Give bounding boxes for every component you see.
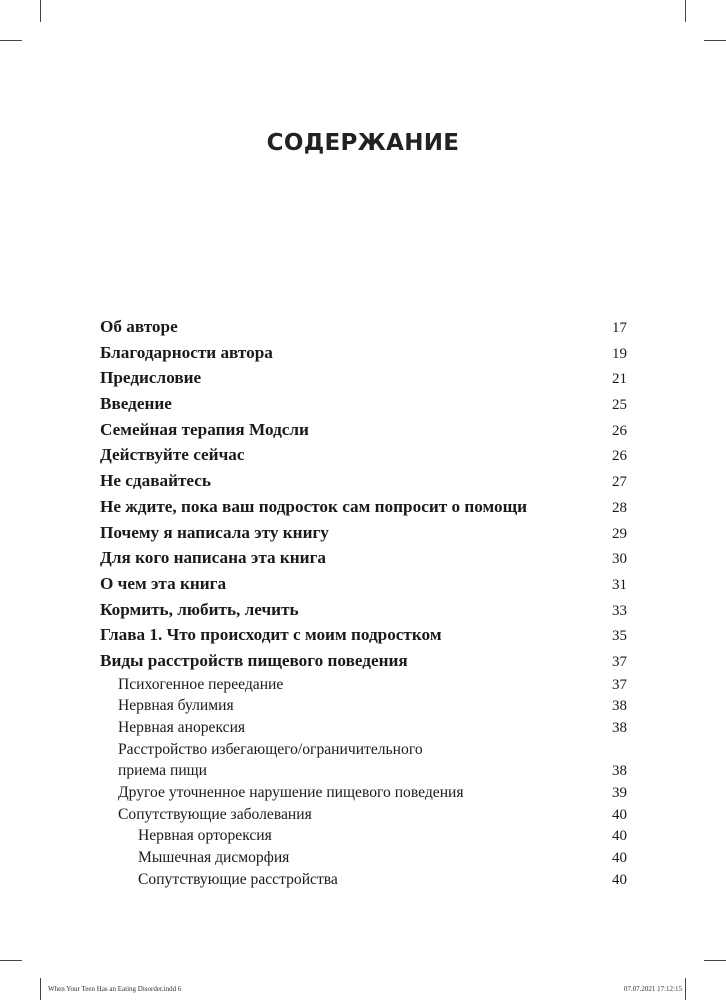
toc-entry bbox=[100, 545, 627, 571]
footer-timestamp: 07.07.2021 17:12:15 bbox=[623, 985, 682, 993]
toc-entry bbox=[100, 674, 627, 696]
toc-entry-page: 29 bbox=[612, 525, 627, 542]
toc-entry bbox=[100, 494, 627, 520]
toc-entry-page: 30 bbox=[612, 551, 627, 568]
toc-entry-page: 19 bbox=[612, 345, 627, 362]
table-of-contents bbox=[100, 314, 627, 891]
toc-entry-page: 39 bbox=[612, 785, 627, 802]
toc-entry-title: Почему я написала эту книгу bbox=[100, 522, 329, 542]
toc-entry-page: 40 bbox=[612, 828, 627, 845]
toc-entry-page: 38 bbox=[612, 763, 627, 780]
toc-entry bbox=[100, 695, 627, 717]
crop-mark bbox=[704, 40, 726, 41]
toc-entry-title: Виды расстройств пищевого поведения bbox=[100, 650, 408, 670]
toc-entry bbox=[100, 622, 627, 648]
toc-entry bbox=[100, 717, 627, 739]
toc-entry-title: Кормить, любить, лечить bbox=[100, 599, 299, 619]
toc-entry-page: 17 bbox=[612, 320, 627, 336]
toc-entry bbox=[100, 391, 627, 417]
toc-entry-page: 35 bbox=[612, 628, 627, 645]
toc-entry-page: 40 bbox=[612, 871, 627, 888]
toc-entry-title: Семейная терапия Модсли bbox=[100, 419, 309, 439]
crop-mark bbox=[0, 40, 22, 41]
toc-entry-title: Действуйте сейчас bbox=[100, 445, 245, 465]
footer-file-name: When Your Teen Has an Eating Disorder.indd 6 bbox=[48, 985, 182, 993]
toc-entry-page: 33 bbox=[612, 602, 627, 619]
toc-entry-page: 21 bbox=[612, 371, 627, 388]
toc-entry-title: О чем эта книга bbox=[100, 573, 227, 593]
toc-entry-title: Об авторе bbox=[100, 317, 178, 336]
toc-entry bbox=[100, 417, 627, 443]
toc-entry bbox=[100, 571, 627, 597]
crop-mark bbox=[685, 978, 686, 1000]
toc-entry-page: 31 bbox=[612, 576, 627, 593]
crop-mark bbox=[704, 960, 726, 961]
toc-entry-title: Нервная анорексия bbox=[118, 719, 246, 736]
toc-entry bbox=[100, 869, 627, 891]
toc-entry-title: Сопутствующие расстройства bbox=[138, 870, 338, 888]
crop-mark bbox=[40, 0, 41, 22]
toc-entry-title: Сопутствующие заболевания bbox=[118, 805, 312, 823]
toc-entry bbox=[100, 442, 627, 468]
toc-entry bbox=[100, 340, 627, 366]
crop-mark bbox=[40, 978, 41, 1000]
toc-entry-title: Благодарности автора bbox=[100, 342, 273, 362]
toc-entry-page: 26 bbox=[612, 422, 627, 439]
toc-entry-page: 25 bbox=[612, 397, 627, 414]
crop-mark bbox=[0, 960, 22, 961]
toc-entry-page: 40 bbox=[612, 850, 627, 867]
toc-entry-page: 37 bbox=[612, 676, 627, 693]
toc-entry-title: Не сдавайтесь bbox=[100, 471, 211, 491]
toc-entry-page: 26 bbox=[612, 448, 627, 465]
toc-entry bbox=[100, 825, 627, 847]
toc-entry bbox=[100, 520, 627, 546]
page-title: СОДЕРЖАНИЕ bbox=[266, 130, 460, 156]
toc-entry-page: 38 bbox=[612, 720, 627, 736]
toc-entry bbox=[100, 739, 627, 761]
toc-entry-title: Для кого написана эта книга bbox=[100, 548, 326, 568]
toc-entry-title: приема пищи bbox=[118, 762, 208, 780]
toc-entry-title: Мышечная дисморфия bbox=[138, 849, 290, 867]
toc-entry bbox=[100, 782, 627, 804]
toc-entry bbox=[100, 804, 627, 826]
toc-entry-title: Психогенное переедание bbox=[118, 675, 284, 693]
toc-entry bbox=[100, 314, 627, 340]
toc-entry-title: Введение bbox=[100, 394, 172, 414]
toc-entry-page: 28 bbox=[612, 499, 627, 516]
toc-entry-title: Предисловие bbox=[100, 368, 202, 388]
crop-mark bbox=[685, 0, 686, 22]
toc-entry bbox=[100, 597, 627, 623]
toc-entry-page: 40 bbox=[612, 806, 627, 823]
toc-entry-page: 38 bbox=[612, 698, 627, 715]
toc-entry-title: Глава 1. Что происходит с моим подростком bbox=[100, 625, 442, 645]
toc-entry-title: Расстройство избегающего/ограничительного bbox=[118, 740, 423, 758]
toc-entry bbox=[100, 365, 627, 391]
toc-entry-title: Нервная булимия bbox=[118, 697, 234, 715]
toc-entry-page: 27 bbox=[612, 474, 627, 491]
toc-entry-title: Нервная орторексия bbox=[138, 827, 272, 845]
toc-entry-page: 37 bbox=[612, 653, 627, 670]
toc-entry bbox=[100, 847, 627, 869]
toc-entry-title: Другое уточненное нарушение пищевого поведения bbox=[118, 784, 464, 802]
toc-entry bbox=[100, 760, 627, 782]
toc-entry bbox=[100, 468, 627, 494]
toc-entry-title: Не ждите, пока ваш подросток сам попросит о помощи bbox=[100, 496, 528, 516]
toc-entry bbox=[100, 648, 627, 674]
